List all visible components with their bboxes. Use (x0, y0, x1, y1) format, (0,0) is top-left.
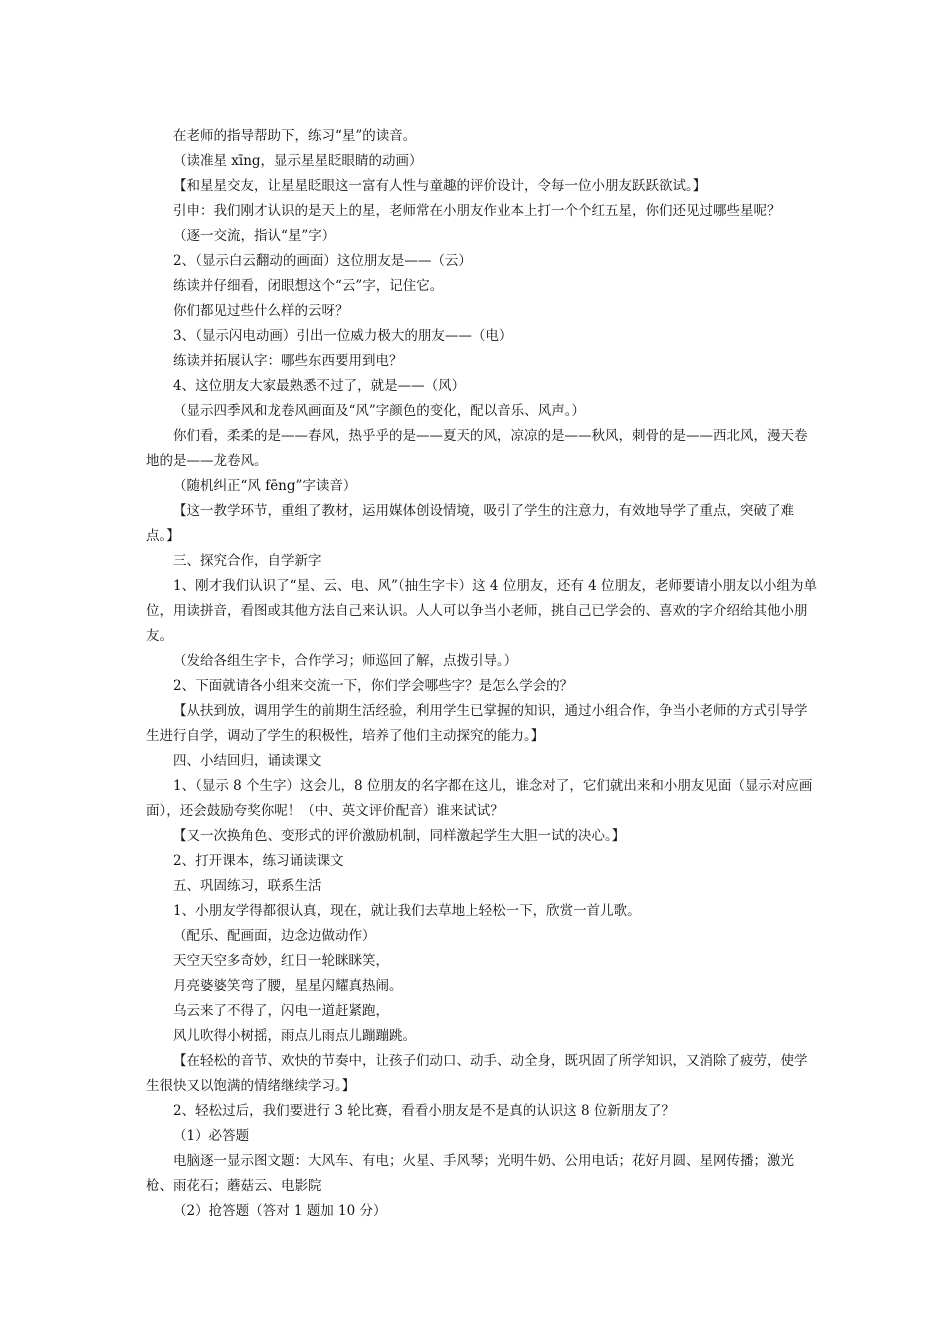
document-body (146, 124, 818, 1224)
paragraph: （配乐、配画面，边念边做动作） (173, 928, 376, 944)
paragraph: 2、（显示白云翻动的画面）这位朋友是——（云） (173, 253, 472, 269)
paragraph: 1、（显示 8 个生字）这会儿，8 位朋友的名字都在这儿，谁念对了，它们就出来和小朋友见面（显示对应画面），还会鼓励夸奖你呢！（中、英文评价配音）谁来试试？ (146, 778, 813, 819)
section-heading: 五、巩固练习，联系生活 (173, 878, 322, 894)
paragraph: 引申：我们刚才认识的是天上的星，老师常在小朋友作业本上打一个个红五星，你们还见过哪些星呢？ (173, 203, 781, 219)
paragraph: 【和星星交友，让星星眨眼这一富有人性与童趣的评价设计，令每一位小朋友跃跃欲试。】 (173, 178, 707, 194)
poem-line: 乌云来了不得了，闪电一道赶紧跑， (173, 1003, 389, 1019)
paragraph: 你们都见过些什么样的云呀？ (173, 303, 349, 319)
paragraph: 1、小朋友学得都很认真，现在，就让我们去草地上轻松一下，欣赏一首儿歌。 (173, 903, 641, 919)
paragraph: 在老师的指导帮助下，练习“星”的读音。 (173, 128, 417, 144)
paragraph: 【这一教学环节，重组了教材，运用媒体创设情境，吸引了学生的注意力，有效地导学了重点，突破了难点。】 (146, 503, 794, 544)
paragraph: 练读并拓展认字：哪些东西要用到电？ (173, 353, 403, 369)
paragraph: 2、轻松过后，我们要进行 3 轮比赛，看看小朋友是不是真的认识这 8 位新朋友了？ (173, 1103, 675, 1119)
paragraph: 2、打开课本，练习诵读课文 (173, 853, 344, 869)
paragraph: 2、下面就请各小组来交流一下，你们学会哪些字？是怎么学会的？ (173, 678, 574, 694)
paragraph: （读准星 xīng，显示星星眨眼睛的动画） (173, 153, 423, 169)
paragraph: （1）必答题 (173, 1128, 250, 1144)
paragraph: 3、（显示闪电动画）引出一位威力极大的朋友——（电） (173, 328, 513, 344)
paragraph: （显示四季风和龙卷风画面及“风”字颜色的变化，配以音乐、风声。） (173, 403, 586, 419)
poem-line: 月亮婆婆笑弯了腰，星星闪耀真热闹。 (173, 978, 403, 994)
paragraph: 【在轻松的音节、欢快的节奏中，让孩子们动口、动手、动全身，既巩固了所学知识，又消除了疲劳，使学生很快又以饱满的情绪继续学习。】 (146, 1053, 808, 1094)
paragraph: 1、刚才我们认识了“星、云、电、风”（抽生字卡）这 4 位朋友，还有 4 位朋友，老师要请小朋友以小组为单位，用读拼音，看图或其他方法自己来认识。人人可以争当小老师，挑自己已学会的、喜欢的字介绍给其他小朋友。 (146, 578, 817, 644)
paragraph: 【又一次换角色、变形式的评价激励机制，同样激起学生大胆一试的决心。】 (173, 828, 626, 844)
paragraph: （2）抢答题（答对 1 题加 10 分） (173, 1203, 387, 1219)
paragraph: （随机纠正“风 fēng”字读音） (173, 478, 357, 494)
paragraph: 你们看，柔柔的是——春风，热乎乎的是——夏天的风，凉凉的是——秋风，刺骨的是——西北风，漫天卷地的是——龙卷风。 (146, 428, 808, 469)
paragraph: 4、这位朋友大家最熟悉不过了，就是——（风） (173, 378, 466, 394)
paragraph: 练读并仔细看，闭眼想这个“云”字，记住它。 (173, 278, 444, 294)
section-heading: 四、小结回归，诵读课文 (173, 753, 322, 769)
section-heading: 三、探究合作，自学新字 (173, 553, 322, 569)
paragraph: （发给各组生字卡，合作学习；师巡回了解，点拨引导。） (173, 653, 518, 669)
paragraph: （逐一交流，指认“星”字） (173, 228, 336, 244)
paragraph: 【从扶到放，调用学生的前期生活经验，利用学生已掌握的知识，通过小组合作，争当小老师的方式引导学生进行自学，调动了学生的积极性，培养了他们主动探究的能力。】 (146, 703, 808, 744)
paragraph: 电脑逐一显示图文题：大风车、有电；火星、手风琴；光明牛奶、公用电话；花好月圆、星网传播；激光枪、雨花石；蘑菇云、电影院 (146, 1153, 794, 1194)
poem-line: 风儿吹得小树摇，雨点儿雨点儿蹦蹦跳。 (173, 1028, 416, 1044)
poem-line: 天空天空多奇妙，红日一轮眯眯笑， (173, 953, 389, 969)
